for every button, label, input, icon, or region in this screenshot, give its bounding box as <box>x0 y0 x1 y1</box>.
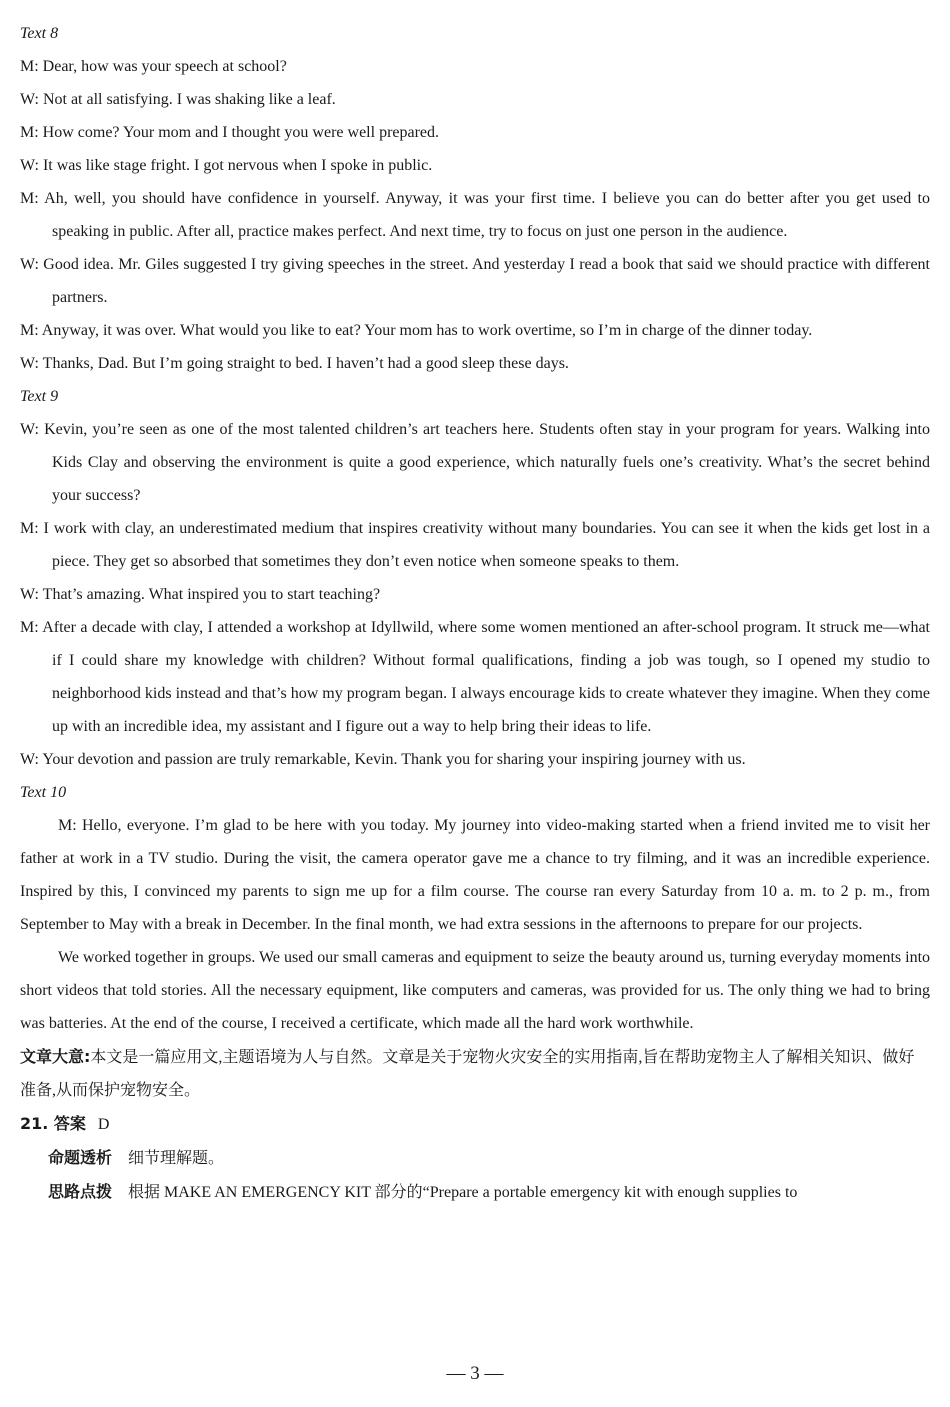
page-number: — 3 — <box>446 1363 504 1384</box>
text9-title: Text 9 <box>20 388 59 405</box>
dialogue-line: W: That’s amazing. What inspired you to start teaching? <box>20 586 381 603</box>
answer-value: D <box>97 1116 110 1133</box>
text10-title: Text 10 <box>20 784 67 801</box>
dialogue-line: M: I work with clay, an underestimated medium that inspires creativity without many boundaries. You can see it when the kids get lost in a piece. They get so absorbed that sometimes they don’t even notice when someone speaks to them. <box>20 520 930 570</box>
summary-text: 本文是一篇应用文,主题语境为人与自然。文章是关于宠物火灾安全的实用指南,旨在帮助宠物主人了解相关知识、做好准备,从而保护宠物安全。 <box>20 1049 915 1099</box>
summary <box>20 1040 930 1107</box>
hint-text: 根据 MAKE AN EMERGENCY KIT 部分的“Prepare a portable emergency kit with enough supplies to <box>128 1184 798 1201</box>
dialogue-line: M: After a decade with clay, I attended a workshop at Idyllwild, where some women mentioned an after-school program. It struck me—what if I could share my knowledge with children? Without formal qualifications, finding a job was tough, so I opened my studio to neighborhood kids instead and that’s how my program began. I always encourage kids to create whatever they imagine. When they come up with an incredible idea, my assistant and I figure out a way to help bring their ideas to life. <box>20 619 930 735</box>
page-content <box>20 17 930 1209</box>
hint-label: 思路点拨 <box>48 1182 113 1201</box>
dialogue-line: W: Thanks, Dad. But I’m going straight to bed. I haven’t had a good sleep these days. <box>20 355 569 372</box>
question-21-hint <box>20 1175 930 1209</box>
dialogue-line: W: Good idea. Mr. Giles suggested I try giving speeches in the street. And yesterday I read a book that said we should practice with different partners. <box>20 256 930 306</box>
text8-title: Text 8 <box>20 25 59 42</box>
dialogue-line: M: Anyway, it was over. What would you like to eat? Your mom has to work overtime, so I’m in charge of the dinner today. <box>20 322 813 339</box>
analysis-text: 细节理解题。 <box>128 1150 225 1167</box>
dialogue-line: W: Your devotion and passion are truly remarkable, Kevin. Thank you for sharing your inspiring journey with us. <box>20 751 746 768</box>
dialogue-line: M: Dear, how was your speech at school? <box>20 58 287 75</box>
monologue-paragraph: We worked together in groups. We used our small cameras and equipment to seize the beauty around us, turning everyday moments into short videos that told stories. All the necessary equipment, like computers and cameras, was provided for us. The only thing we had to bring was batteries. At the end of the course, I received a certificate, which made all the hard work worthwhile. <box>20 949 931 1032</box>
question-21-answer <box>20 1107 930 1141</box>
dialogue-line: W: Not at all satisfying. I was shaking like a leaf. <box>20 91 336 108</box>
summary-label: 文章大意: <box>20 1047 91 1066</box>
dialogue-line: W: Kevin, you’re seen as one of the most talented children’s art teachers here. Students often stay in your program for years. Walking into Kids Clay and observing the environment is quite a good experience, which naturally fuels one’s creativity. What’s the secret behind your success? <box>20 421 930 504</box>
dialogue-line: M: Ah, well, you should have confidence in yourself. Anyway, it was your first time. I believe you can do better after you get used to speaking in public. After all, practice makes perfect. And next time, try to focus on just one person in the audience. <box>20 190 930 240</box>
answer-label: 21. 答案 <box>20 1114 86 1133</box>
monologue-paragraph: M: Hello, everyone. I’m glad to be here with you today. My journey into video-making started when a friend invited me to visit her father at work in a TV studio. During the visit, the camera operator gave me a chance to try filming, and it was an incredible experience. Inspired by this, I convinced my parents to sign me up for a film course. The course ran every Saturday from 10 a. m. to 2 p. m., from September to May with a break in December. In the final month, we had extra sessions in the afternoons to prepare for our projects. <box>20 817 930 933</box>
analysis-label: 命题透析 <box>48 1148 113 1167</box>
dialogue-line: W: It was like stage fright. I got nervous when I spoke in public. <box>20 157 433 174</box>
question-21-analysis <box>20 1141 930 1175</box>
dialogue-line: M: How come? Your mom and I thought you were well prepared. <box>20 124 440 141</box>
